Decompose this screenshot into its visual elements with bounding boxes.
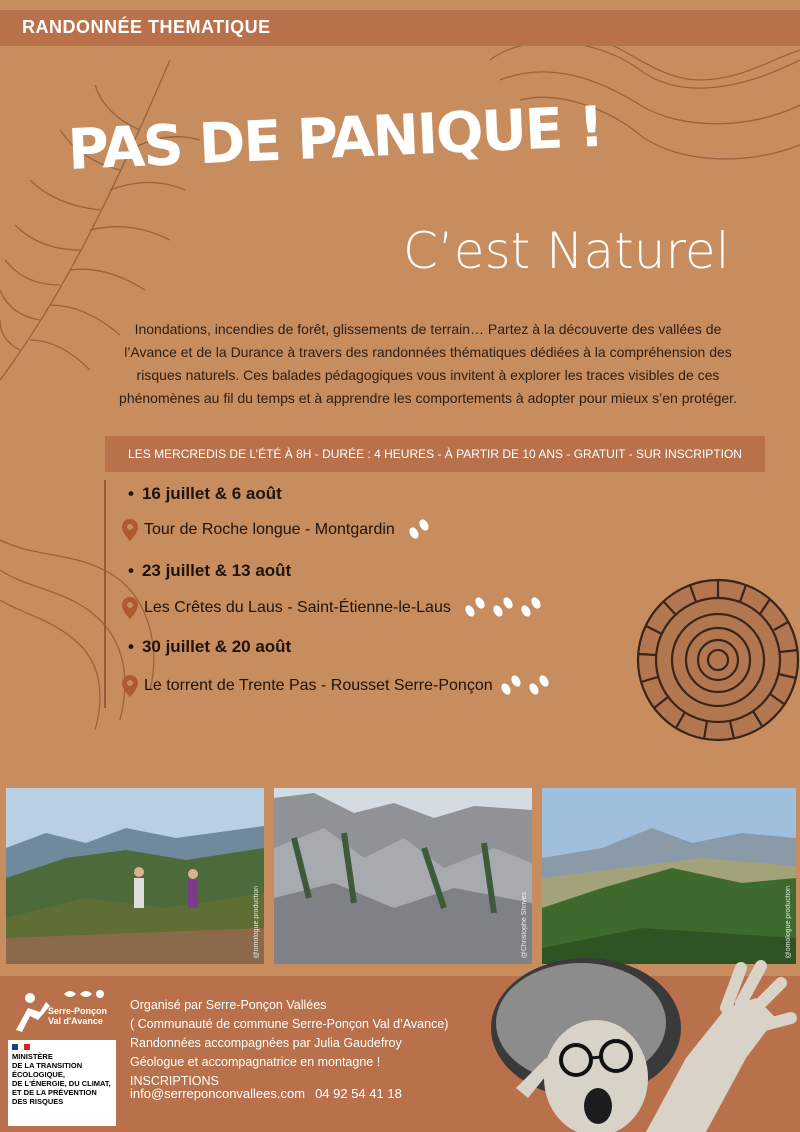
hike-dates <box>128 561 291 581</box>
intro-line: Inondations, incendies de forêt, glissements de terrain… Partez à la découverte des vallées de <box>134 321 722 337</box>
page-title: PAS DE PANIQUE ! <box>66 94 604 183</box>
hike-place <box>122 672 553 700</box>
ministry-line: ÉCOLOGIQUE, <box>12 1070 65 1079</box>
page-subtitle: C’est Naturel <box>403 222 730 280</box>
ministry-line: ET DE LA PRÉVENTION <box>12 1088 97 1097</box>
ministry-line: DE L'ÉNERGIE, DU CLIMAT, <box>12 1079 111 1088</box>
tag-label: RANDONNÉE THEMATIQUE <box>22 17 271 37</box>
photo-badlands <box>274 788 532 964</box>
photo-valley-image <box>542 788 796 964</box>
ministry-line: MINISTÈRE <box>12 1052 53 1061</box>
photo-valley <box>542 788 796 964</box>
logo-line: Serre-Ponçon <box>48 1006 108 1016</box>
hike-place <box>122 516 433 544</box>
ministry-text <box>12 1052 111 1106</box>
hike-place <box>122 594 545 622</box>
footprint-icon <box>525 672 553 700</box>
hike-dates <box>128 637 291 657</box>
intro-line: l’Avance et de la Durance à travers des randonnées thématiques dédiées à la compréhension des <box>124 344 732 360</box>
photo-hikers-image <box>6 788 264 964</box>
difficulty-footprints <box>461 594 545 622</box>
photo-hikers <box>6 788 264 964</box>
organizer-line: INSCRIPTIONS <box>130 1074 219 1088</box>
organizer-line: ( Communauté de commune Serre-Ponçon Val d’Avance) <box>130 1017 449 1031</box>
photo-credit: @Christophe Shrives <box>521 891 528 958</box>
intro-text <box>108 318 748 410</box>
phone-number[interactable]: 04 92 54 41 18 <box>315 1086 402 1101</box>
surprised-man-illustration-icon <box>456 948 800 1132</box>
ministry-line: DES RISQUES <box>12 1097 64 1106</box>
hike-place-text: Le torrent de Trente Pas - Rousset Serre-Ponçon <box>144 677 493 694</box>
organizer-line: Organisé par Serre-Ponçon Vallées <box>130 998 327 1012</box>
hike-dates <box>128 484 282 504</box>
bullet-icon: • <box>128 637 134 656</box>
footprint-icon <box>497 672 525 700</box>
photo-credit: @omologue production <box>785 885 792 958</box>
footprint-icon <box>405 516 433 544</box>
ministry-logo <box>8 1040 116 1126</box>
organizer-line: Randonnées accompagnées par Julia Gaudefroy <box>130 1036 402 1050</box>
organizer-line: Géologue et accompagnatrice en montagne ! <box>130 1055 381 1069</box>
footprint-icon <box>461 594 489 622</box>
ammonite-icon <box>638 580 798 740</box>
bullet-icon: • <box>128 561 134 580</box>
logo-line: Val d'Avance <box>48 1016 103 1026</box>
hike-place-text: Les Crêtes du Laus - Saint-Étienne-le-Laus <box>144 599 451 616</box>
intro-line: risques naturels. Ces balades pédagogiques vous invitent à explorer les traces visibles de ces <box>136 367 720 383</box>
location-pin-icon <box>122 675 138 697</box>
photo-credit: @omologue production <box>253 885 260 958</box>
difficulty-footprints <box>497 672 553 700</box>
info-bar: LES MERCREDIS DE L’ÉTÉ À 8H - DURÉE : 4 HEURES - À PARTIR DE 10 ANS - GRATUIT - SUR INSCRIPTION <box>105 436 765 472</box>
timeline-line <box>104 480 106 708</box>
ministry-line: DE LA TRANSITION <box>12 1061 83 1070</box>
footprint-icon <box>489 594 517 622</box>
difficulty-footprints <box>405 516 433 544</box>
contact-info <box>130 1086 402 1101</box>
footprint-icon <box>517 594 545 622</box>
hike-dates-text: 23 juillet & 13 août <box>141 561 292 580</box>
organizer-info <box>130 996 448 1091</box>
email-link[interactable]: info@serreponconvallees.com <box>130 1086 306 1101</box>
location-pin-icon <box>122 597 138 619</box>
intro-line: phénomènes au fil du temps et à apprendre les comportements à adopter pour mieux s’en protéger. <box>119 390 737 406</box>
location-pin-icon <box>122 519 138 541</box>
hike-dates-text: 16 juillet & 6 août <box>141 484 282 503</box>
photo-badlands-image <box>274 788 532 964</box>
french-flag-icon <box>12 1044 30 1050</box>
logo-text <box>48 1006 107 1026</box>
bullet-icon: • <box>128 484 134 503</box>
hike-place-text: Tour de Roche longue - Montgardin <box>144 521 395 538</box>
hike-dates-text: 30 juillet & 20 août <box>141 637 292 656</box>
